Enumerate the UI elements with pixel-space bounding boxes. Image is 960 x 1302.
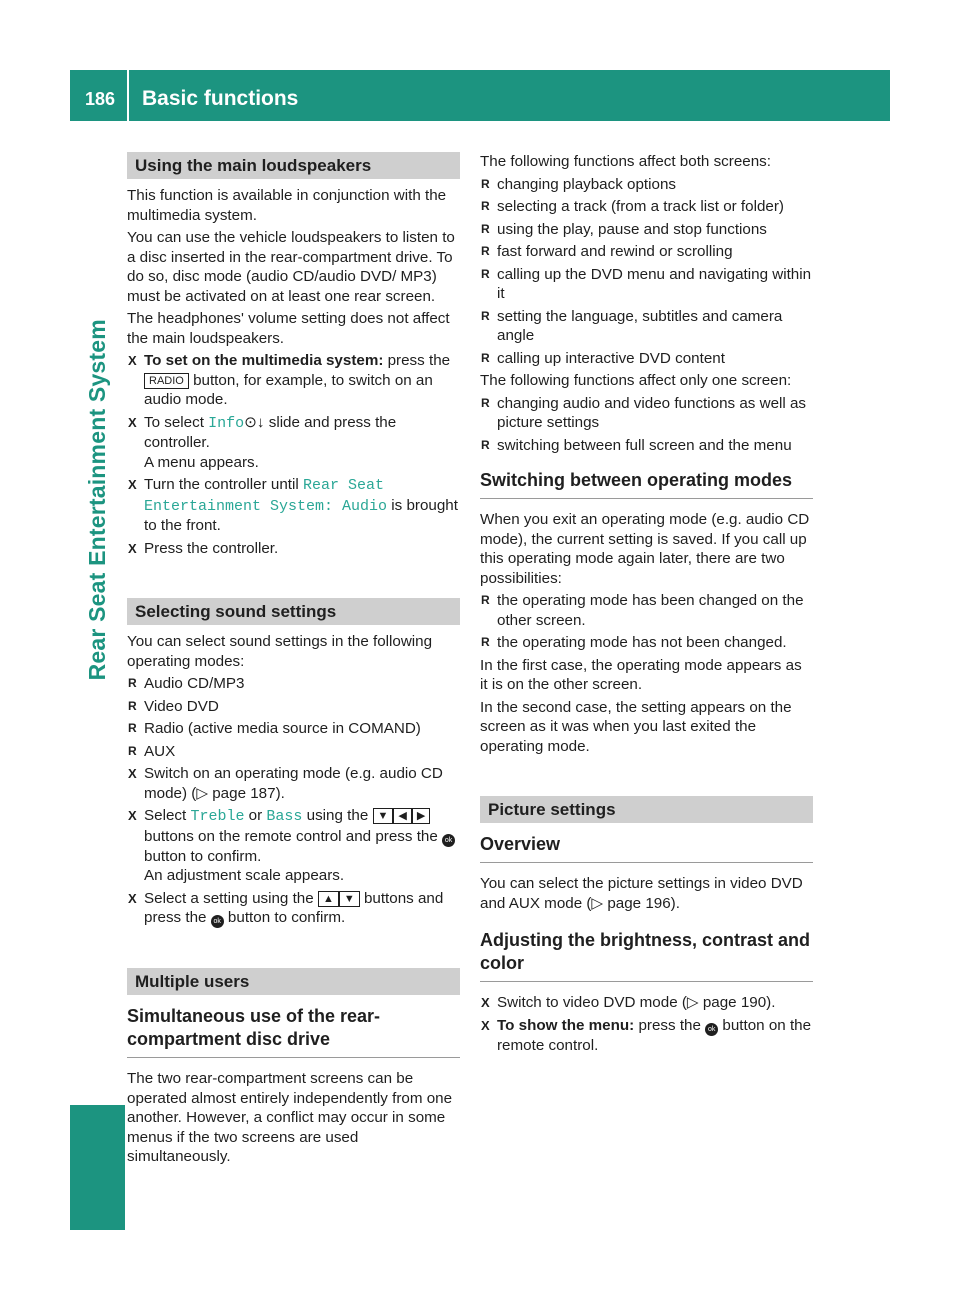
paragraph: The following functions affect only one screen: [480,372,792,389]
instruction-step: X To set on the multimedia system: press the RADIO button, for example, to switch on an audio mode. [127,351,460,410]
list-item: R calling up interactive DVD content [480,349,813,369]
instruction-step: X Press the controller. [127,539,460,559]
paragraph: This function is available in conjunction with the multimedia system. [127,187,447,224]
list-item: R calling up the DVD menu and navigating within it [480,265,813,304]
menu-item-rear-seat-audio: Rear Seat Entertainment System: Audio [144,477,388,515]
paragraph: The two rear-compartment screens can be operated almost entirely independently from one another. However, a conflict may occur in some menus if the two screens are used simultaneously. [127,1070,453,1165]
list-item: R Radio (active media source in COMAND) [127,719,460,739]
left-column [127,152,460,1170]
menu-item-bass: Bass [266,808,303,825]
list-item: R AUX [127,742,460,762]
paragraph: In the second case, the setting appears on the screen as it was when you last exited the operating mode. [480,698,792,755]
list-item: R the operating mode has been changed on the other screen. [480,591,813,630]
instruction-step: X Turn the controller until Rear Seat Entertainment System: Audio is brought to the front. [127,475,460,536]
ok-button-icon: ok [211,915,224,928]
chapter-side-tab [70,130,125,870]
list-item: R using the play, pause and stop functions [480,220,813,240]
list-item: R selecting a track (from a track list or folder) [480,197,813,217]
subheading-switching-modes: Switching between operating modes [480,469,813,499]
ok-button-icon: ok [705,1023,718,1036]
controller-slide-icon: ⊙↓ [244,413,265,431]
subheading-simultaneous-use: Simultaneous use of the rear-compartment disc drive [127,1005,460,1058]
radio-key-icon: RADIO [144,373,189,389]
section-heading-multiple-users: Multiple users [127,968,460,995]
menu-item-treble: Treble [190,808,245,825]
instruction-step: X Switch to video DVD mode (▷ page 190). [480,993,813,1013]
list-item: R switching between full screen and the menu [480,436,813,456]
list-item: R setting the language, subtitles and camera angle [480,307,813,346]
paragraph: The following functions affect both screens: [480,153,771,170]
section-heading-sound-settings: Selecting sound settings [127,598,460,625]
step-bold-label: To show the menu: [497,1016,635,1034]
instruction-step: X Select Treble or Bass using the ▼ ◀ ▶ buttons on the remote control and press the ok button to confirm. An adjustment scale appears. [127,806,460,886]
instruction-step: X To show the menu: press the ok button on the remote control. [480,1016,813,1056]
paragraph: When you exit an operating mode (e.g. audio CD mode), the current setting is saved. If you call up this operating mode again later, there are two possibilities: [480,511,810,587]
list-item: R the operating mode has not been changed. [480,633,813,653]
instruction-step: X Select a setting using the ▲ ▼ buttons and press the ok button to confirm. [127,889,460,929]
subheading-overview: Overview [480,833,813,863]
page-title: Basic functions [142,87,299,110]
chapter-marker-block [70,1105,125,1230]
paragraph: You can select sound settings in the following operating modes: [127,633,433,670]
down-arrow-icon: ▼ [373,808,394,824]
left-arrow-icon: ◀ [393,808,411,824]
instruction-step: X To select Info⊙↓ slide and press the controller. A menu appears. [127,413,460,473]
list-item: R Video DVD [127,697,460,717]
list-item: R Audio CD/MP3 [127,674,460,694]
menu-item-info: Info [208,414,245,432]
right-arrow-icon: ▶ [412,808,430,824]
paragraph: You can select the picture settings in video DVD and AUX mode (▷ page 196). [480,875,803,912]
paragraph: In the first case, the operating mode appears as it is on the other screen. [480,656,802,693]
page-number: 186 [85,89,116,109]
section-heading-main-loudspeakers: Using the main loudspeakers [127,152,460,179]
up-arrow-icon: ▲ [318,891,339,907]
list-item: R changing playback options [480,175,813,195]
list-item: R changing audio and video functions as well as picture settings [480,394,813,433]
instruction-step: X Switch on an operating mode (e.g. audio CD mode) (▷ page 187). [127,764,460,803]
list-item: R fast forward and rewind or scrolling [480,242,813,262]
down-arrow-icon: ▼ [339,891,360,907]
header-divider [127,70,129,121]
right-column [480,152,813,1058]
paragraph: You can use the vehicle loudspeakers to listen to a disc inserted in the rear-compartment drive. To do so, disc mode (audio CD/audio DVD/ MP3) must be activated on at least one rear screen. [127,229,455,305]
ok-button-icon: ok [442,834,455,847]
chapter-title: Rear Seat Entertainment System [83,319,110,681]
subheading-brightness-contrast: Adjusting the brightness, contrast and color [480,929,813,982]
section-heading-picture-settings: Picture settings [480,796,813,823]
paragraph: The headphones' volume setting does not affect the main loudspeakers. [127,310,450,347]
step-bold-label: To set on the multimedia system: [144,352,384,369]
